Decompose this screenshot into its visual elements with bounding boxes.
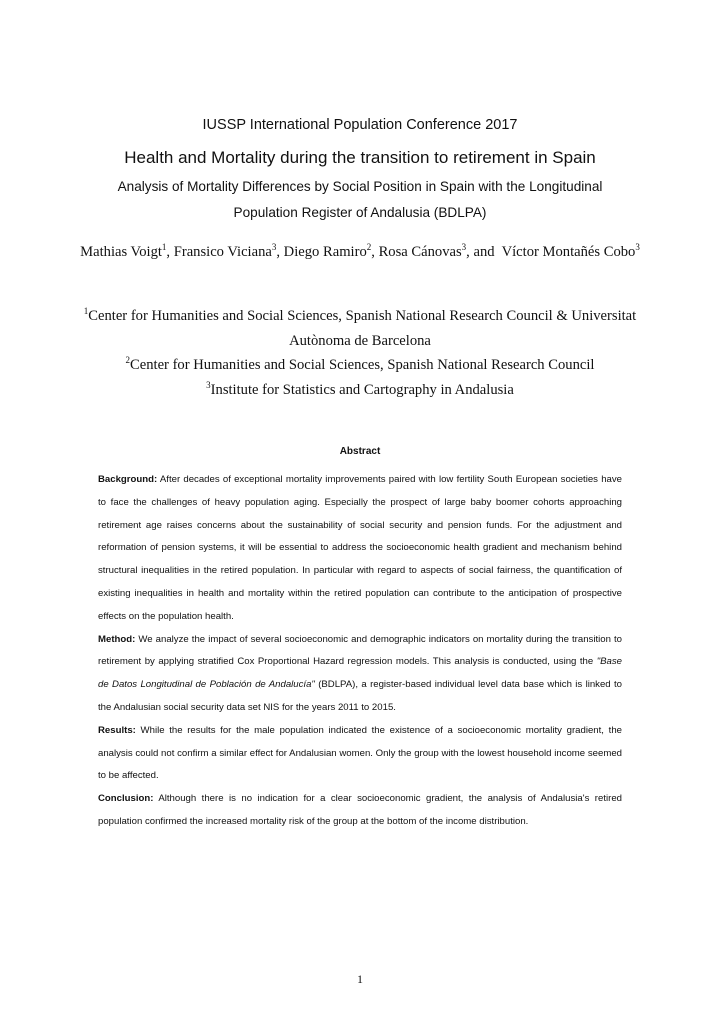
method-text-continued: (BDLPA), a register-based individual level data base which is linked to the Andalusian social security data set NIS for the years 2011 to 2015. [98,679,623,713]
conclusion-text: Although there is no indication for a clear socioeconomic gradient, the analysis of Andalusia's retired population confirmed the increased mortality risk of the group at the bottom of the income distribution. [98,793,623,827]
author-separator: , and [466,244,502,260]
database-name: "Base de Datos Longitudinal de Población de Andalucía" [98,656,622,691]
author-separator: , [276,244,284,260]
abstract-conclusion [98,788,622,834]
abstract-method [98,629,622,720]
author-affiliation-marker: 2 [366,242,372,253]
conclusion-label: Conclusion: [98,793,154,805]
author-list [60,240,660,264]
background-text: After decades of exceptional mortality improvements paired with low fertility South European societies have to face the challenges of heavy population aging. Especially the prospect of large baby boomer cohorts approaching retirement age raises concerns about the sustainability of social security and pension funds. For the adjustment and reformation of pension systems, it will be essential to address the socioeconomic health gradient and mechanism behind structural inequalities in the retired population. In particular with regard to aspects of social fairness, the quantification of existing inequalities in health and mortality within the retired population can contribute to the anticipation of prospective effects on the population health. [98,474,622,622]
affiliation-marker: 3 [206,379,211,390]
background-label: Background: [98,474,158,485]
abstract-heading: Abstract [339,446,381,457]
author-name: Víctor Montañés Cobo [501,244,636,260]
author-affiliation-marker: 1 [161,242,167,253]
affiliation-text: Center for Humanities and Social Sciences, Spanish National Research Council & Universitat Autònoma de Barcelona [88,308,637,349]
author-affiliation-marker: 3 [635,242,640,253]
abstract-results [98,720,622,788]
paper-subtitle: Analysis of Mortality Differences by Social Position in Spain with the Longitudinal Population Register of Andalusia (BDLPA) [117,179,603,220]
affiliation-marker: 2 [125,355,131,366]
author-name: Mathias Voigt [80,244,162,260]
affiliation-list [60,304,660,402]
author-affiliation-marker: 3 [461,242,467,253]
conference-name: IUSSP International Population Conference 2017 [202,117,518,133]
affiliation-text: Center for Humanities and Social Sciences, Spanish National Research Council [130,357,595,373]
abstract-body [98,469,622,834]
paper-title: Health and Mortality during the transition to retirement in Spain [124,148,596,167]
affiliation-item [60,378,660,403]
author-separator: , [166,244,174,260]
method-text: We analyze the impact of several socioeconomic and demographic indicators on mortality during the transition to retirement by applying stratified Cox Proportional Hazard regression models. This analysis is conducted, using the [98,633,622,668]
author-name: Diego Ramiro [283,244,367,260]
affiliation-item [60,353,660,378]
affiliation-item [60,304,660,353]
results-label: Results: [98,724,136,736]
page-number: 1 [357,972,363,986]
author-name: Fransico Viciana [173,244,272,260]
abstract-background [98,469,622,629]
method-label: Method: [98,633,136,645]
affiliation-marker: 1 [83,306,89,317]
affiliation-text: Institute for Statistics and Cartography in Andalusia [210,381,514,398]
author-affiliation-marker: 3 [271,242,277,253]
author-separator: , [371,244,379,260]
results-text: While the results for the male population indicated the existence of a socioeconomic mortality gradient, the analysis could not confirm a similar effect for Andalusian women. Only the group with the lowest household income seemed to be affected. [98,724,622,782]
author-name: Rosa Cánovas [378,244,462,260]
